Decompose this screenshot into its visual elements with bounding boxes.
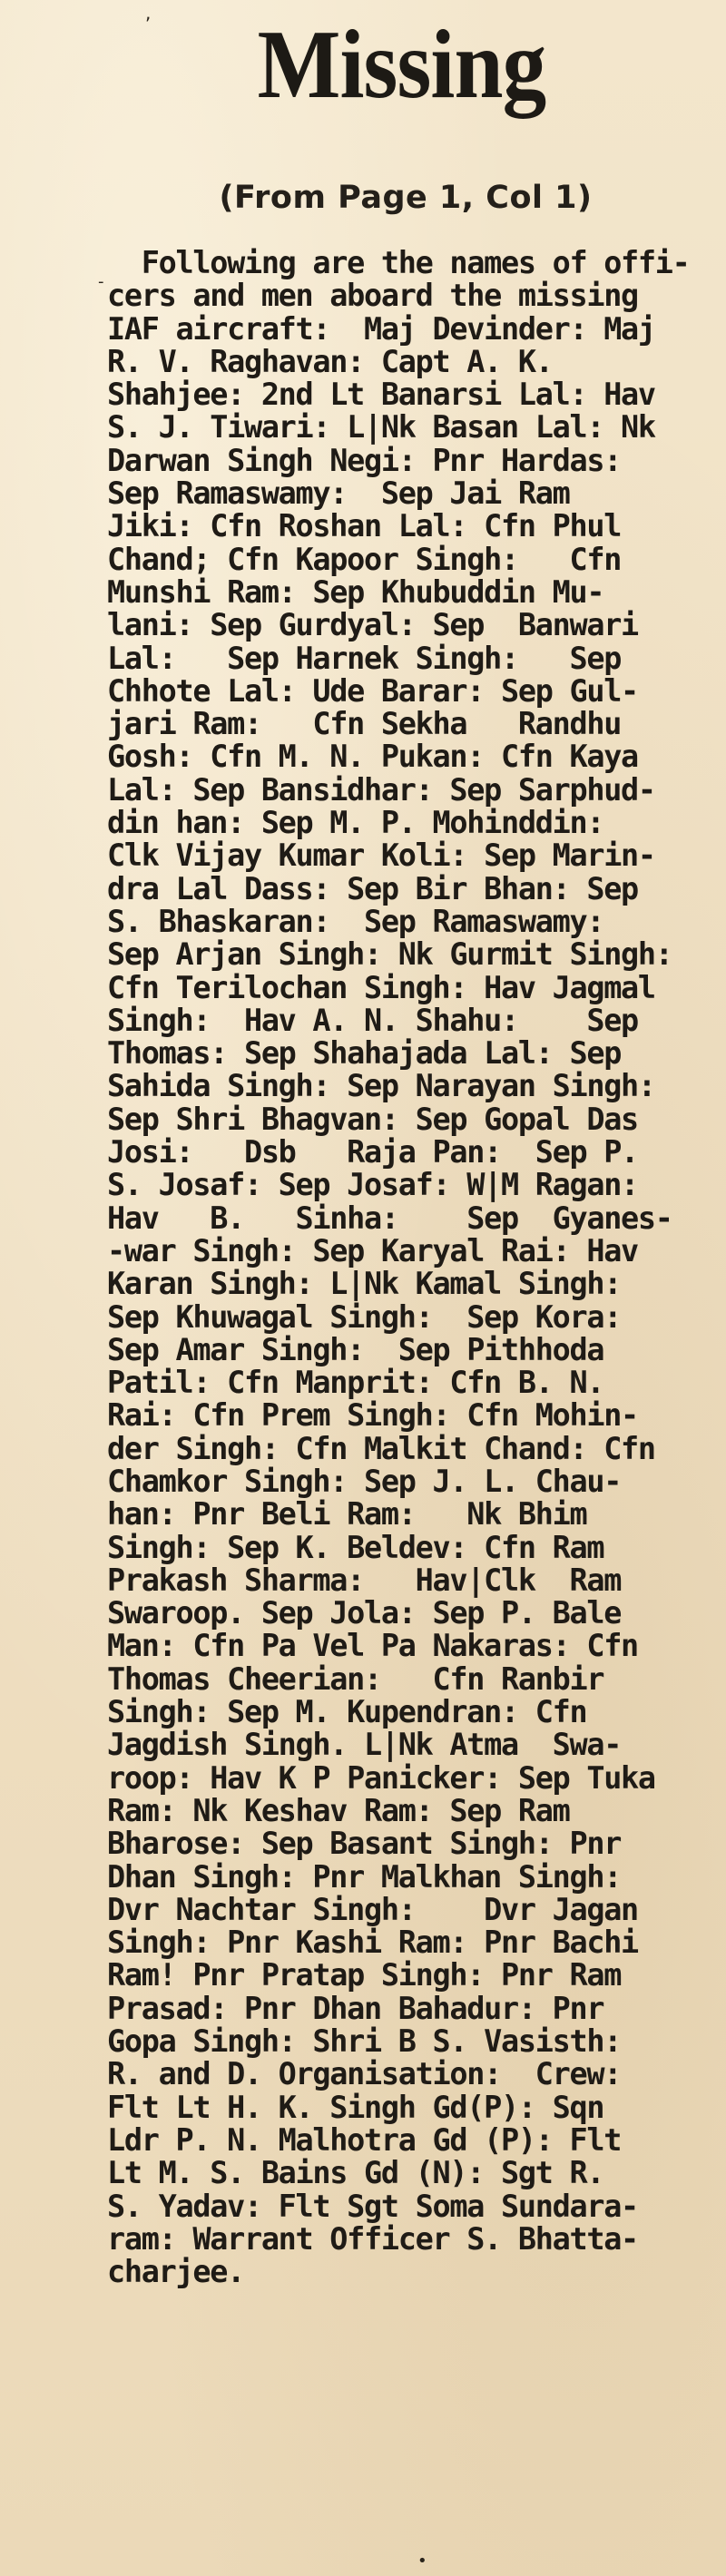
- article-line: Lt M. S. Bains Gd (N): Sgt R.: [107, 2155, 604, 2191]
- article-line: ram: Warrant Officer S. Bhatta-: [107, 2220, 638, 2257]
- article-line: S. Josaf: Sep Josaf: W|M Ragan:: [107, 1167, 638, 1203]
- article-line: S. Yadav: Flt Sgt Soma Sundara-: [107, 2188, 638, 2224]
- article-line: Lal: Sep Harnek Singh: Sep: [107, 640, 622, 676]
- article-line: jari Ram: Cfn Sekha Randhu: [107, 706, 622, 742]
- article-line: Sep Arjan Singh: Nk Gurmit Singh:: [107, 936, 672, 973]
- article-line: Ldr P. N. Malhotra Gd (P): Flt: [107, 2121, 622, 2158]
- article-line: R. and D. Organisation: Crew:: [107, 2056, 622, 2092]
- article-line: Chand; Cfn Kapoor Singh: Cfn: [107, 541, 622, 577]
- article-line: Man: Cfn Pa Vel Pa Nakaras: Cfn: [107, 1628, 638, 1664]
- article-line: han: Pnr Beli Ram: Nk Bhim: [107, 1496, 587, 1533]
- article-line: Sahida Singh: Sep Narayan Singh:: [107, 1068, 655, 1104]
- article-line: Thomas: Sep Shahajada Lal: Sep: [107, 1035, 622, 1072]
- article-line: Josi: Dsb Raja Pan: Sep P.: [107, 1134, 638, 1170]
- article-line: Jagdish Singh. L|Nk Atma Swa-: [107, 1727, 622, 1763]
- article-line: Munshi Ram: Sep Khubuddin Mu-: [107, 573, 604, 610]
- article-line: Jiki: Cfn Roshan Lal: Cfn Phul: [107, 508, 622, 544]
- article-line: Clk Vijay Kumar Koli: Sep Marin-: [107, 837, 655, 874]
- article-line: Sep Ramaswamy: Sep Jai Ram: [107, 475, 570, 512]
- article-line: Cfn Terilochan Singh: Hav Jagmal: [107, 969, 655, 1005]
- article-line: Prasad: Pnr Dhan Bahadur: Pnr: [107, 1990, 604, 2026]
- article-line: Singh: Hav A. N. Shahu: Sep: [107, 1002, 638, 1038]
- article-line: Swaroop. Sep Jola: Sep P. Bale: [107, 1595, 622, 1631]
- article-line: Following are the names of offi-: [107, 245, 690, 280]
- article-line: Singh: Sep K. Beldev: Cfn Ram: [107, 1529, 604, 1565]
- subheadline: (From Page 1, Col 1): [219, 180, 593, 216]
- article-line: Hav B. Sinha: Sep Gyanes-: [107, 1200, 672, 1236]
- article-line: -war Singh: Sep Karyal Rai: Hav: [107, 1232, 638, 1268]
- article-line: Chhote Lal: Ude Barar: Sep Gul-: [107, 672, 638, 709]
- article-line: din han: Sep M. P. Mohinddin:: [107, 805, 604, 841]
- article-line: lani: Sep Gurdyal: Sep Banwari: [107, 607, 638, 643]
- article-line: IAF aircraft: Maj Devinder: Maj: [107, 310, 655, 347]
- article-line: Thomas Cheerian: Cfn Ranbir: [107, 1660, 604, 1697]
- article-line: Patil: Cfn Manprit: Cfn B. N.: [107, 1365, 604, 1401]
- article-line: charjee.: [107, 2254, 244, 2290]
- article-line: Gosh: Cfn M. N. Pukan: Cfn Kaya: [107, 739, 638, 775]
- article-line: Chamkor Singh: Sep J. L. Chau-: [107, 1463, 622, 1499]
- article-line: Sep Khuwagal Singh: Sep Kora:: [107, 1298, 622, 1335]
- print-speck: ,: [145, 2, 152, 24]
- article-line: Bharose: Sep Basant Singh: Pnr: [107, 1826, 622, 1862]
- article-line: S. Bhaskaran: Sep Ramaswamy:: [107, 903, 604, 939]
- article-line: Flt Lt H. K. Singh Gd(P): Sqn: [107, 2089, 604, 2125]
- article-line: der Singh: Cfn Malkit Chand: Cfn: [107, 1430, 655, 1466]
- article-line: Ram! Pnr Pratap Singh: Pnr Ram: [107, 1957, 622, 1993]
- article-line: Rai: Cfn Prem Singh: Cfn Mohin-: [107, 1397, 638, 1434]
- article-line: Sep Amar Singh: Sep Pithhoda: [107, 1331, 604, 1367]
- article-line: Singh: Sep M. Kupendran: Cfn: [107, 1694, 587, 1730]
- article-line: Dvr Nachtar Singh: Dvr Jagan: [107, 1891, 638, 1927]
- print-speck: •: [417, 2552, 427, 2571]
- article-line: Lal: Sep Bansidhar: Sep Sarphud-: [107, 771, 655, 808]
- article-line: Ram: Nk Keshav Ram: Sep Ram: [107, 1792, 570, 1828]
- article-line: cers and men aboard the missing: [107, 278, 638, 314]
- headline: Missing: [257, 11, 546, 119]
- article-line: dra Lal Dass: Sep Bir Bhan: Sep: [107, 870, 638, 906]
- article-line: Shahjee: 2nd Lt Banarsi Lal: Hav: [107, 377, 655, 413]
- article-line: R. V. Raghavan: Capt A. K.: [107, 343, 553, 379]
- article-line: Prakash Sharma: Hav|Clk Ram: [107, 1562, 622, 1598]
- article-body: [107, 247, 688, 2288]
- article-line: Darwan Singh Negi: Pnr Hardas:: [107, 442, 622, 478]
- article-line: roop: Hav K P Panicker: Sep Tuka: [107, 1759, 655, 1796]
- article-line: Karan Singh: L|Nk Kamal Singh:: [107, 1266, 622, 1302]
- article-line: Gopa Singh: Shri B S. Vasisth:: [107, 2023, 622, 2060]
- article-line: S. J. Tiwari: L|Nk Basan Lal: Nk: [107, 409, 655, 446]
- article-line: Sep Shri Bhagvan: Sep Gopal Das: [107, 1101, 638, 1137]
- article-line: Singh: Pnr Kashi Ram: Pnr Bachi: [107, 1925, 638, 1961]
- print-speck: -: [98, 272, 104, 291]
- article-line: Dhan Singh: Pnr Malkhan Singh:: [107, 1858, 622, 1895]
